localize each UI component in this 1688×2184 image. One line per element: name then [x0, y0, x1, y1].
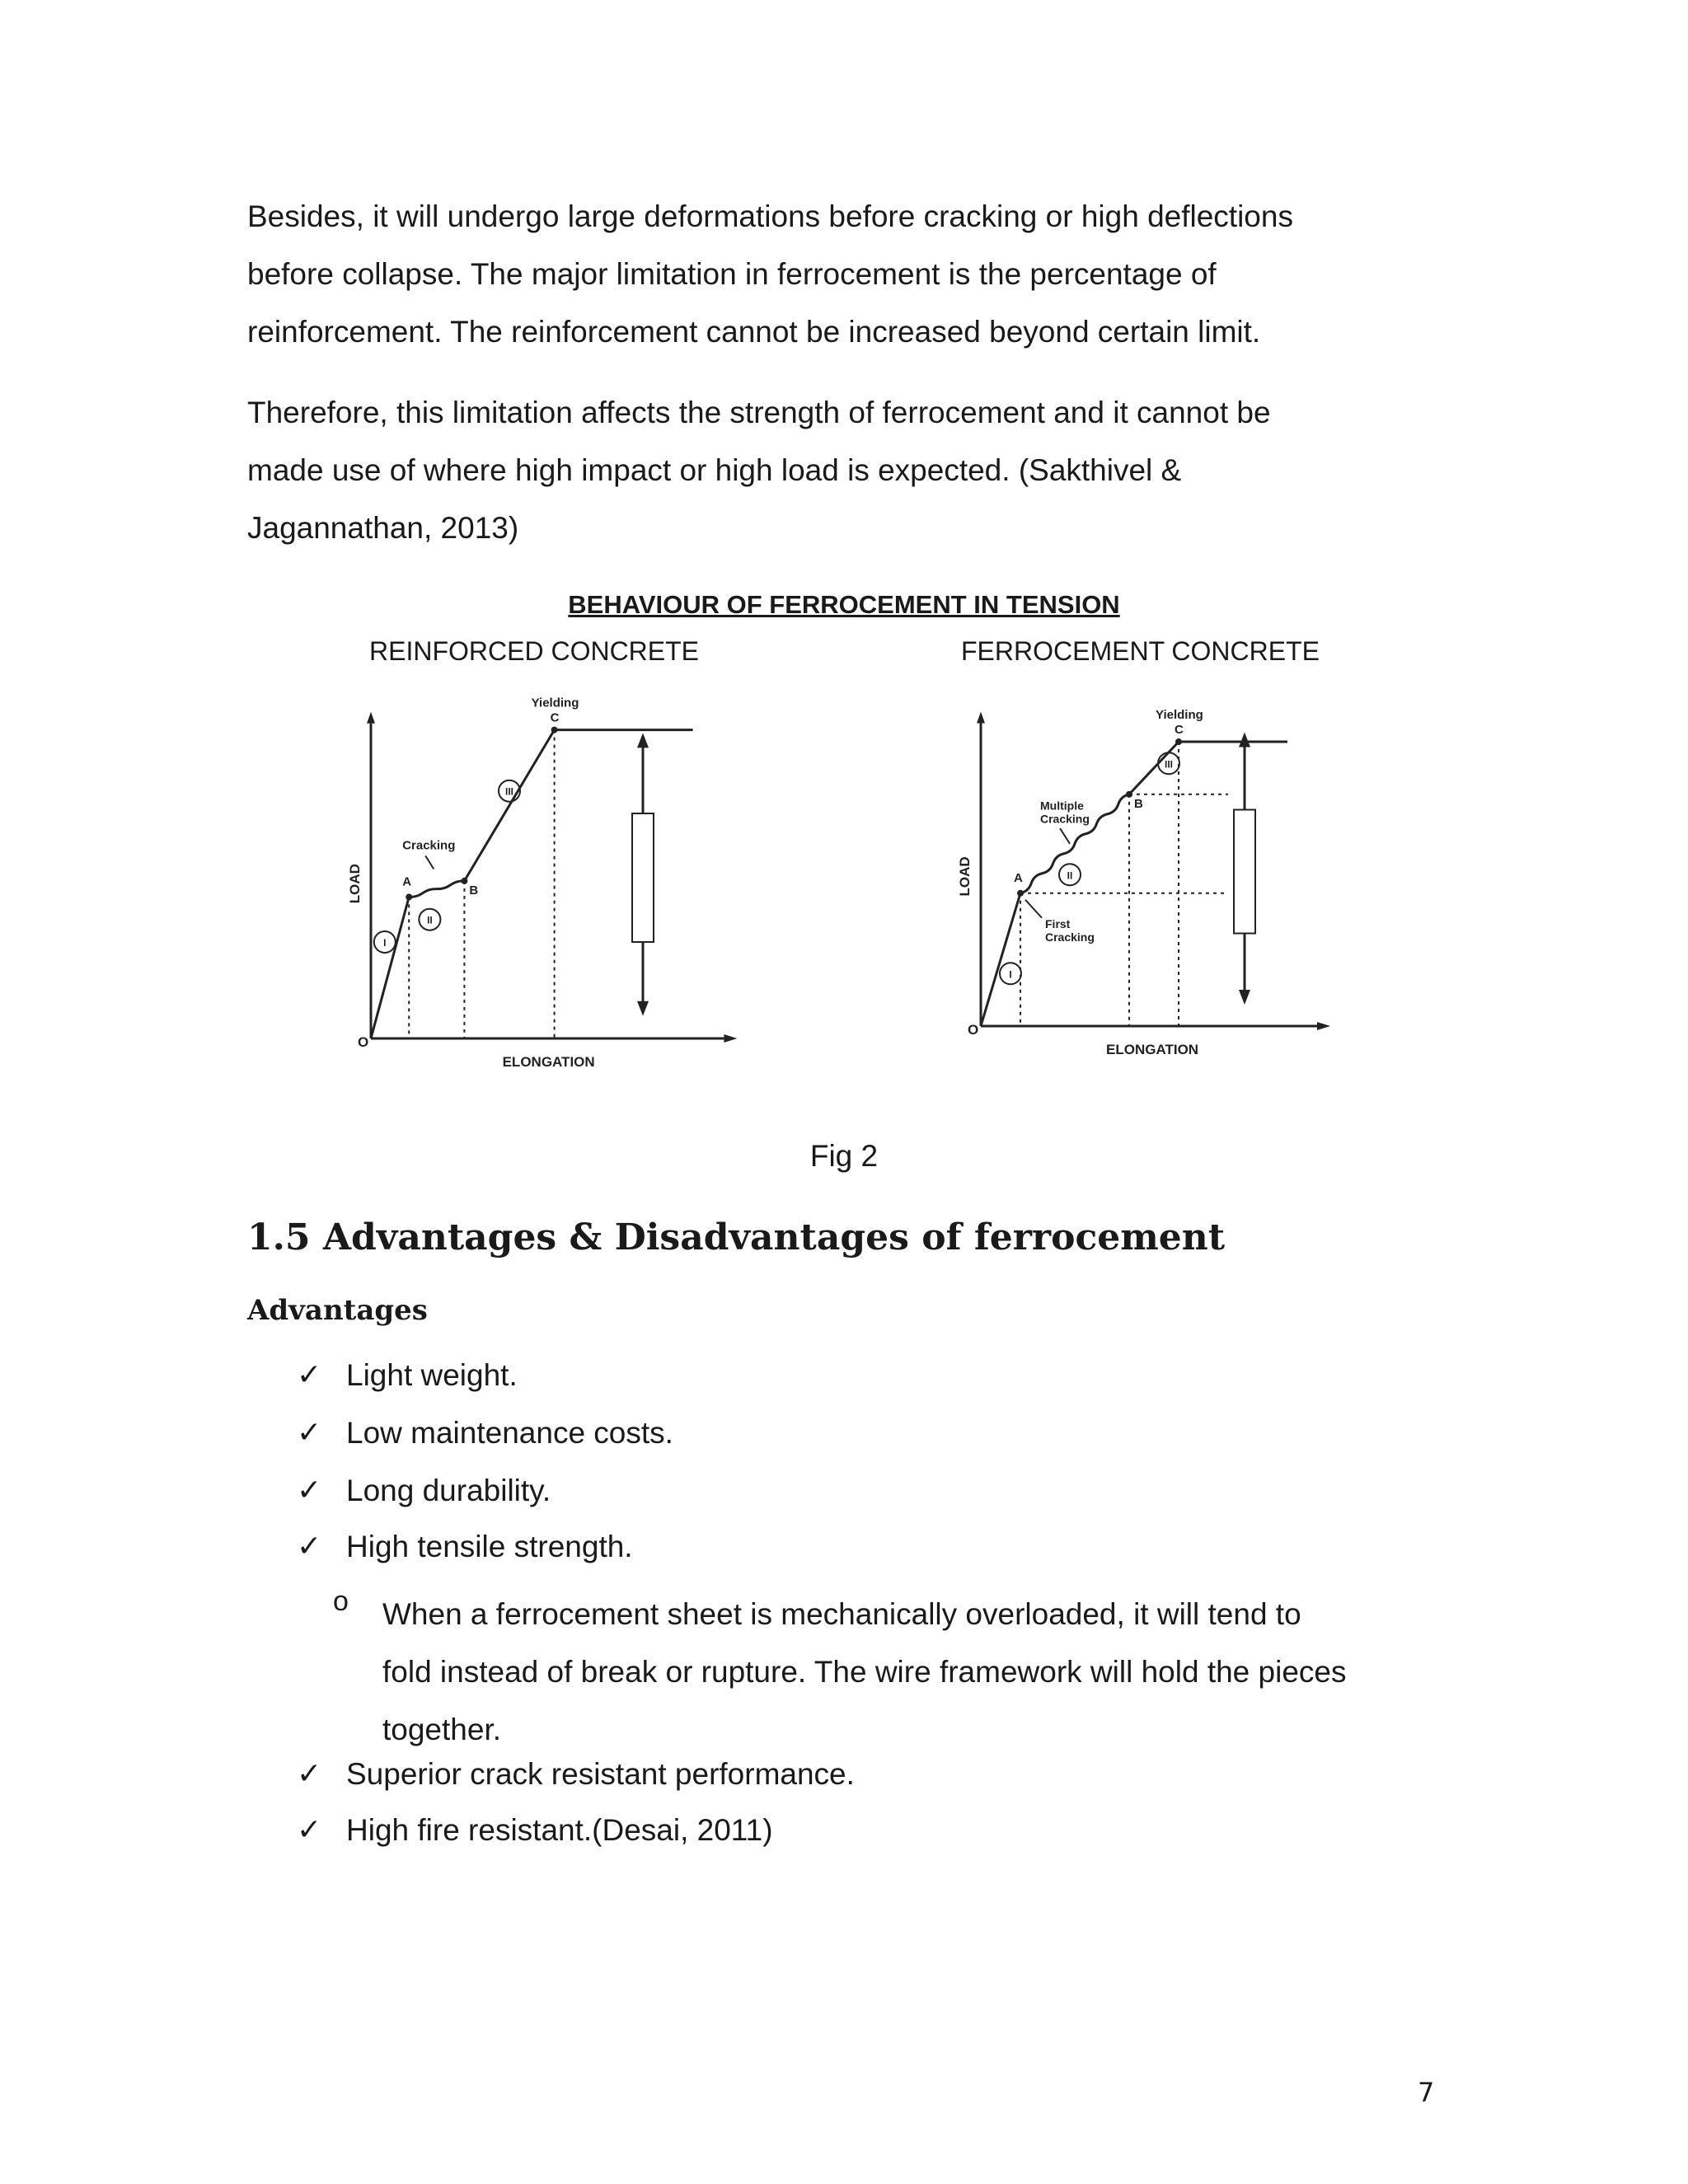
point-label-a: A	[402, 874, 412, 889]
stage-2-label: II	[427, 914, 433, 926]
text-line: reinforcement. The reinforcement cannot be increased beyond certain limit.	[247, 315, 1261, 349]
text-line: fold instead of break or rupture. The wire framework will hold the pieces	[382, 1655, 1347, 1689]
multiple-cracking-annotation: Cracking	[1040, 812, 1090, 826]
page-number: 7	[1418, 2077, 1435, 2108]
point-marker-a	[406, 893, 412, 900]
cracking-annotation: Cracking	[402, 838, 456, 853]
text-line: Jagannathan, 2013)	[247, 511, 519, 545]
checkmark-icon: ✓	[297, 1358, 322, 1392]
point-marker-c	[551, 727, 558, 733]
point-label-a: A	[1014, 870, 1023, 885]
curve-segment-elastic	[981, 893, 1020, 1026]
point-label-b: B	[1134, 796, 1143, 811]
checkmark-icon: ✓	[297, 1416, 322, 1450]
x-axis-label: ELONGATION	[1106, 1042, 1199, 1057]
stage-3-label: III	[1164, 758, 1174, 771]
text-line: together.	[382, 1713, 502, 1746]
stage-1-label: I	[383, 937, 387, 949]
point-marker-a	[1017, 890, 1024, 897]
checkmark-icon: ✓	[297, 1474, 322, 1507]
sub-list-item-text	[382, 1586, 1454, 1759]
point-label-c: C	[1175, 723, 1184, 737]
tension-arrowhead-up	[637, 733, 649, 748]
tension-specimen	[632, 813, 654, 942]
text-line: Besides, it will undergo large deformations before cracking or high deflections	[247, 199, 1293, 233]
curve-segment-elastic	[371, 897, 409, 1038]
point-label-c: C	[550, 710, 560, 725]
figure-caption: Fig 2	[809, 1139, 879, 1173]
ferrocement-concrete-chart	[956, 684, 1343, 1080]
y-axis-arrowhead	[977, 712, 985, 724]
text-line: before collapse. The major limitation in ferrocement is the percentage of	[247, 257, 1217, 291]
y-axis-label: LOAD	[957, 856, 973, 897]
list-item-text: Low maintenance costs.	[346, 1416, 673, 1450]
checkmark-icon: ✓	[297, 1757, 322, 1791]
curve-segment-strain-hardening	[464, 730, 554, 881]
first-cracking-pointer	[1025, 900, 1042, 918]
x-axis-label: ELONGATION	[502, 1054, 595, 1070]
checkmark-icon: ✓	[297, 1530, 322, 1563]
list-item-text: Long durability.	[346, 1474, 551, 1507]
x-axis-arrowhead	[724, 1034, 737, 1043]
origin-label: O	[968, 1022, 979, 1038]
list-item-text: Superior crack resistant performance.	[346, 1757, 855, 1791]
figure-left-label: REINFORCED CONCRETE	[369, 636, 700, 666]
text-line: made use of where high impact or high load is expected. (Sakthivel &	[247, 453, 1182, 487]
tension-arrowhead-up	[1239, 733, 1250, 748]
tension-specimen	[1234, 810, 1255, 934]
figure-right-label: FERROCEMENT CONCRETE	[961, 636, 1320, 666]
list-item-text: High tensile strength.	[346, 1530, 633, 1563]
yielding-annotation: Yielding	[1156, 708, 1203, 722]
point-marker-c	[1175, 738, 1182, 745]
cracking-pointer	[425, 855, 434, 869]
y-axis-arrowhead	[367, 712, 375, 724]
stage-2-label: II	[1067, 869, 1073, 882]
y-axis-label: LOAD	[347, 864, 363, 904]
reinforced-concrete-chart	[346, 684, 750, 1080]
point-marker-b	[461, 878, 467, 884]
x-axis-arrowhead	[1317, 1022, 1330, 1030]
intro-paragraph-2	[247, 384, 1451, 557]
intro-paragraph-1	[247, 188, 1451, 361]
tension-arrowhead-down	[637, 1001, 649, 1016]
first-cracking-annotation: Cracking	[1045, 930, 1095, 944]
list-item-text: High fire resistant.(Desai, 2011)	[346, 1813, 773, 1847]
stage-3-label: III	[504, 785, 514, 798]
checkmark-icon: ✓	[297, 1813, 322, 1847]
circle-bullet-icon: o	[333, 1586, 349, 1617]
point-marker-b	[1126, 791, 1132, 798]
stage-1-label: I	[1009, 968, 1012, 981]
section-heading: 1.5 Advantages & Disadvantages of ferrocement	[247, 1216, 1226, 1258]
list-item-text: Light weight.	[346, 1358, 518, 1392]
text-line: When a ferrocement sheet is mechanically overloaded, it will tend to	[382, 1597, 1301, 1631]
origin-label: O	[358, 1034, 369, 1050]
yielding-annotation: Yielding	[531, 696, 579, 710]
multiple-cracking-pointer	[1060, 828, 1070, 844]
point-label-b: B	[469, 883, 479, 898]
multiple-cracking-annotation: Multiple	[1040, 799, 1084, 813]
text-line: Therefore, this limitation affects the strength of ferrocement and it cannot be	[247, 396, 1271, 429]
subsection-heading: Advantages	[247, 1294, 428, 1327]
tension-arrowhead-down	[1239, 990, 1250, 1005]
figure-title: BEHAVIOUR OF FERROCEMENT IN TENSION	[568, 590, 1120, 619]
first-cracking-annotation: First	[1045, 916, 1071, 930]
curve-segment-cracking	[409, 881, 464, 898]
